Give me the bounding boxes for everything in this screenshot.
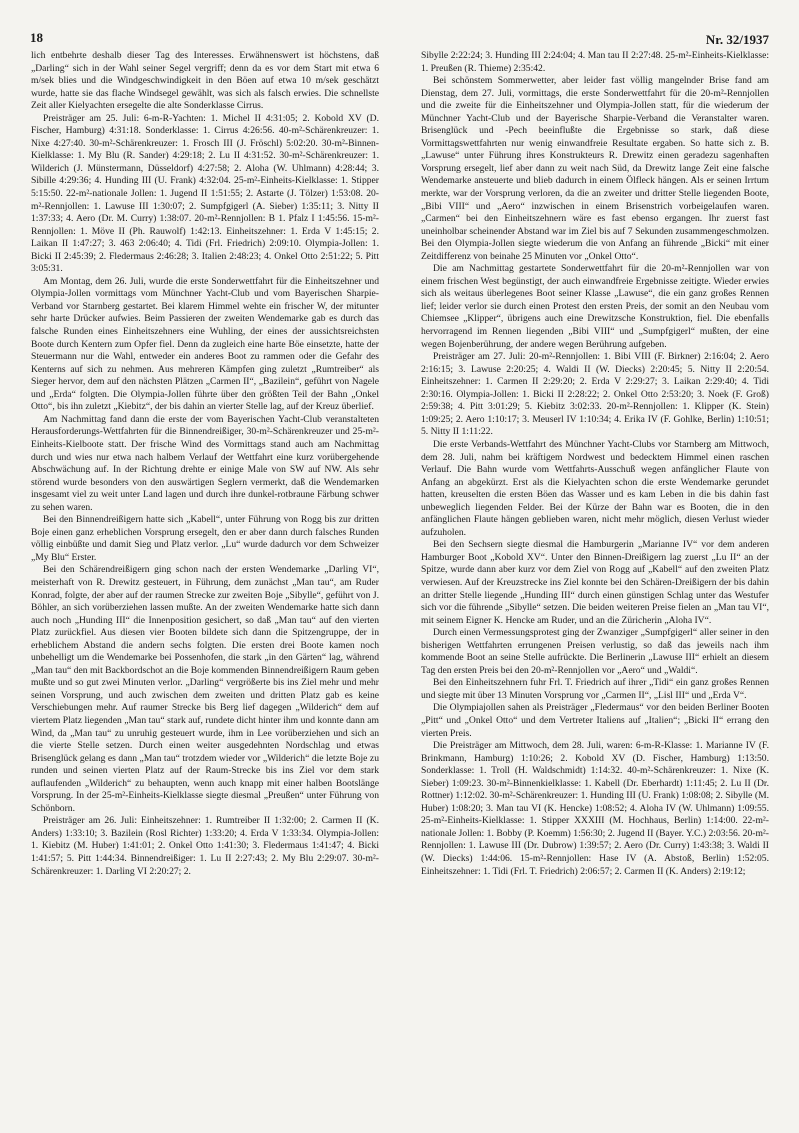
paragraph: Preisträger am 26. Juli: Einheitszehner: 1. Rumtreiber II 1:32:00; 2. Carmen II (K. Anders) 1:33:10; 3. Bazilein (Rosl Richter) 1:33:20; 4. Erda V 1:33:34. Olympia-Jollen: 1. Kiebitz (M. Huber) 1:41:01; 2. Onkel Otto 1:41:30; 3. Fledermaus 1:41:47; 4. Bicki 1:41:57; 5. Pitt 1:44:34. Binnendreißiger: 1. Lu II 2:27:43; 2. My Blu 2:29:07. 30-m²-Schärenkreuzer: 1. Darling VI 2:20:27; 2. [31, 815, 379, 877]
paragraph: Die am Nachmittag gestartete Sonderwettfahrt für die 20-m²-Rennjollen war von einem frischen West begünstigt, der auch einwandfreie Ergebnisse zeitigte. Wieder erwies sich als weitaus überlegenes Boot seiner Klasse „Lawuse“, die ein ganz großes Rennen lief; leider verlor sie durch einen Protest den ersten Preis, der somit an den Neubau vom Chiemsee „Klipper“, übrigens auch eine Drewitzsche Konstruktion, fiel. Die ebenfalls hervorragend im Rennen liegenden „Bibi VIII“ und „Sumpfgigerl“ mußten, der eine wegen Bojenberührung, der andere wegen Berührung aufgeben. [421, 263, 769, 350]
paragraph: Durch einen Vermessungsprotest ging der Zwanziger „Sumpfgigerl“ aller seiner in den bisherigen Wettfahrten errungenen Preisen verlustig, so daß das jeweils nach ihm kommende Boot an seine Stelle aufrückte. Die Berlinerin „Lawuse III“ erhielt an diesem Tag den ersten Preis bei den 20-m²-Rennjollen vor „Aero“ und „Waldi“. [421, 627, 769, 676]
right-column [421, 50, 769, 1112]
paragraph: Am Montag, dem 26. Juli, wurde die erste Sonderwettfahrt für die Einheitszehner und Olympia-Jollen vormittags vom Münchner Yacht-Club und vom Bayerischen Sharpie-Verband vor Starnberg gestartet. Bei klarem Himmel wehte ein frischer W, der mitunter sehr harte Drücker aufwies. Beim Passieren der zweiten Wendemarke gab es durch das falsche Runden eines Einheitszehners eine Wuhling, der eines der aussichtsreichsten Boote durch Kentern zum Opfer fiel. Denn da zugleich eine harte Böe einsetzte, hatte der Steuermann nur die Wahl, entweder ein anderes Boot zu rammen oder die Gefahr des Kenterns auf sich zu nehmen. Aus mehreren Kämpfen ging zuletzt „Rumtreiber“ als Sieger hervor, dem auf den nächsten Plätzen „Carmen II“, „Bazilein“, geführt von Nagele und „Erda“ folgten. Die Olympia-Jollen führte über den größten Teil der Bahn „Onkel Otto“, bis ihn zuletzt „Kiebitz“, der bis dahin an vierter Stelle lag, auf der Kreuz überlief. [31, 275, 379, 413]
paragraph: Preisträger am 25. Juli: 6-m-R-Yachten: 1. Michel II 4:31:05; 2. Kobold XV (D. Fischer, Hamburg) 4:31:18. Sonderklasse: 1. Cirrus 4:26:56. 40-m²-Schärenkreuzer: 1. Nixe 4:27:40. 30-m²-Schärenkreuzer: 1. Frosch III (J. Fröschl) 5:02:20. 30-m²-Binnen-Kielklasse: 1. My Blu (R. Sander) 4:29:18; 2. Lu II 4:31:52. 30-m²-Schärenkreuzer: 1. Wilderich (J. Münstermann, Düsseldorf) 4:27:58; 2. Aloha (W. Uhlmann) 4:28:44; 3. Sibille 4:29:36; 4. Hunding III (U. Frank) 4:32:04. 25-m²-Einheits-Kielklasse: 1. Stipper 5:15:50. 22-m²-nationale Jollen: 1. Jugend II 1:51:55; 2. Astarte (J. Tölzer) 1:53:08. 20-m²-Rennjollen: 1. Lawuse III 1:30:07; 2. Sumpfgigerl (A. Sieber) 1:35:11; 3. Nitty II 1:37:33; 4. Aero (Dr. M. Curry) 1:38:07. 20-m²-Rennjollen: B 1. Pfalz I 1:45:56. 15-m²-Rennjollen: 1. Möve II (Ph. Rauwolf) 1:42:13. Einheitszehner: 1. Erda V 1:45:15; 2. Laikan II 1:47:27; 3. 463 2:06:40; 4. Tidi (Frl. Friedrich) 2:09:10. Olympia-Jollen: 1. Bicki II 2:45:39; 2. Fledermaus 2:46:28; 3. Italien 2:48:23; 4. Onkel Otto 2:51:22; 5. Pitt 3:05:31. [31, 112, 379, 275]
paragraph: Preisträger am 27. Juli: 20-m²-Rennjollen: 1. Bibi VIII (F. Birkner) 2:16:04; 2. Aero 2:16:15; 3. Lawuse 2:20:25; 4. Waldi II (W. Diecks) 2:20:45; 5. Nitty II 2:20:54. Einheitszehner: 1. Carmen II 2:29:20; 2. Erda V 2:29:27; 3. Laikan 2:29:40; 4. Tidi 2:30:16. Olympia-Jollen: 1. Bicki II 2:28:22; 2. Onkel Otto 2:53:20; 3. Noek (F. Groß) 2:59:38; 4. Pitt 3:01:29; 5. Kiebitz 3:02:33. 20-m²-Rennjollen: 1. Klipper (K. Stein) 1:09:25; 2. Aero 1:10:17; 3. Meuserl IV 1:10:34; 4. Erika IV (F. Gohlke, Berlin) 1:10:51; 5. Nitty II 1:11:22. [421, 351, 769, 438]
paragraph: Bei den Einheitszehnern fuhr Frl. T. Friedrich auf ihrer „Tidi“ ein ganz großes Rennen und siegte mit über 13 Minuten Vorsprung vor „Carmen II“, „Lisl III“ und „Erda V“. [421, 677, 769, 701]
paragraph: Bei den Sechsern siegte diesmal die Hamburgerin „Marianne IV“ vor dem anderen Hamburger Boot „Kobold XV“. Unter den Binnen-Dreißigern lag zuerst „Lu II“ an der Spitze, wurde dann aber kurz vor dem Ziel von Rogg auf „Kabell“ auf den zweiten Platz verwiesen. Auf der Kreuzstrecke ins Ziel konnte bei den Schären-Dreißigern der bis dahin an dritter Stelle liegende „Hunding III“ durch einen günstigen Schlag unter das Westufer sich vor die führende „Sibylle“ setzen. Die beiden weiteren Preise fielen an „Man tau VI“, mit seinem Eigner K. Hencke am Ruder, und an die Züricherin „Aloha IV“. [421, 539, 769, 626]
paragraph: Bei den Binnendreißigern hatte sich „Kabell“, unter Führung von Rogg bis zur dritten Boje einen ganz erheblichen Vorsprung ersegelt, den er aber dann durch falsches Runden völlig einbüßte und damit Sieg und Platz verlor. „Lu“ wurde dadurch vor dem Schweizer „My Blu“ Erster. [31, 514, 379, 563]
paragraph: Die Olympiajollen sahen als Preisträger „Fledermaus“ vor den beiden Berliner Booten „Pitt“ und „Onkel Otto“ und dem Vertreter Italiens auf „Italien“; „Bicki II“ errang den vierten Preis. [421, 702, 769, 739]
paragraph: Bei schönstem Sommerwetter, aber leider fast völlig mangelnder Brise fand am Dienstag, dem 27. Juli, vormittags, die erste Sonderwettfahrt für die 20-m²-Rennjollen und die zweite für die Einheitszehner und Olympia-Jollen statt, für die wiederum der Münchner Yacht-Club und der Bayerische Sharpie-Verband die Veranstalter waren. Brisenglück und -Pech beeinflußte die Ergebnisse so stark, daß diese Vormittagswettfahrten nur wenig einwandfreie Resultate ergaben. So hatte sich z. B. „Lawuse“ unter Führung ihres Konstrukteurs R. Drewitz einen geradezu sagenhaften Vorsprung ersegelt, lief aber dann zu weit nach Süd, da Drewitz lange Zeit eine falsche Wendemarke ansteuerte und blieb dadurch in einem Ölfleck hängen. Als er seinen Irrtum merkte, war der Vorsprung verloren, da die an zweiter und dritter Stelle liegenden Boote, „Bibi VIII“ und „Aero“ inzwischen in einem Brisenstrich vorbeigelaufen waren. „Carmen“ bei den Einheitszehnern wäre es fast ebenso ergangen. Ihr zuerst fast uneinholbar scheinender Abstand war im Ziel bis auf 7 Sekunden zusammengeschmolzen. Bei den Olympia-Jollen siegte wiederum die von Anfang an führende „Bicki“ mit einer Zeitdifferenz von beinahe 25 Minuten vor „Onkel Otto“. [421, 75, 769, 262]
paragraph: Sibylle 2:22:24; 3. Hunding III 2:24:04; 4. Man tau II 2:27:48. 25-m²-Einheits-Kielklasse: 1. Preußen (R. Thieme) 2:35:42. [421, 50, 769, 74]
left-column [31, 50, 379, 1112]
issue-number: Nr. 32/1937 [705, 32, 769, 47]
paragraph: Die erste Verbands-Wettfahrt des Münchner Yacht-Clubs vor Starnberg am Mittwoch, dem 28. Juli, nahm bei kräftigem Nordwest und bedecktem Himmel einen raschen Verlauf. Die Bahn wurde vom Wettfahrts-Ausschuß wegen anfänglicher Flaute von Anfang an abgekürzt. Erst als die Kielyachten schon die erste Wendemarke gerundet hatten, kreuselten die ersten Böen das Wasser und es kam Leben in die bis dahin fast unbeweglich liegenden Felder. Bei der Kürze der Bahn war es Booten, die in den anfänglichen Flaute hängen geblieben waren, nicht mehr möglich, diesen Verlust wieder aufzuholen. [421, 438, 769, 538]
paragraph: Die Preisträger am Mittwoch, dem 28. Juli, waren: 6-m-R-Klasse: 1. Marianne IV (F. Brinkmann, Hamburg) 1:10:26; 2. Kobold XV (D. Fischer, Hamburg) 1:13:50. Sonderklasse: 1. Troll (H. Waldschmidt) 1:14:32. 40-m²-Schärenkreuzer: 1. Nixe (K. Sieber) 1:09:23. 30-m²-Binnenkielklasse: 1. Kabell (Dr. Eberhardt) 1:11:45; 2. Lu II (Dr. Rottner) 1:12:02. 30-m²-Schärenkreuzer: 1. Hunding III (U. Frank) 1:08:08; 2. Sibylle (M. Huber) 1:08:20; 3. Man tau VI (K. Hencke) 1:08:52; 4. Aloha IV (W. Uhlmann) 1:09:55. 25-m²-Einheits-Kielklasse: 1. Stipper XXXIII (M. Hochhaus, Berlin) 1:14:00. 22-m²-nationale Jollen: 1. Bobby (P. Koemm) 1:56:30; 2. Jugend II (Bayer. Y.C.) 2:03:56. 20-m²-Rennjollen: 1. Lawuse III (Dr. Dubrow) 1:39:57; 2. Aero (Dr. Curry) 1:43:38; 3. Waldi II (W. Diecks) 1:44:06. 15-m²-Rennjollen: Hase IV (A. Abstoß, Berlin) 1:52:05. Einheitszehner: 1. Tidi (Frl. T. Friedrich) 2:06:57; 2. Carmen II (K. Anders) 2:19:12; [421, 740, 769, 877]
paragraph: Bei den Schärendreißigern ging schon nach der ersten Wendemarke „Darling VI“, meisterhaft von R. Drewitz gesteuert, in Führung, dem zunächst „Man tau“, am Ruder Konrad, folgte, der aber auf der raumen Strecke zur zweiten Boje „Sibylle“, geführt von J. Böhler, an sich vorüberziehen lassen mußte. An der zweiten Wendemarke hatte sich dann auch noch „Hunding III“ die Innenposition gesichert, so daß „Man tau“ auf den vierten Platz zurückfiel. Aus diesen vier Booten bildete sich dann die Spitzengruppe, der in erheblichem Abstand die andern sechs folgten. Die ersten drei Boote kamen noch unbehelligt um die Wendemarke bei Possenhofen, die stark „in den Gärten“ lag, während „Man tau“ den mit Backbordschot an die Boje kommenden Binnendreißigern Raum geben mußte und so gut zwei Minuten verlor. „Darling“ vergrößerte bis ins Ziel mehr und mehr seinen Vorsprung, und auch zwischen dem zweiten und dritten Platz gab es keine Verschiebungen mehr. Auf raumer Strecke bis Berg lief dagegen „Wilderich“ dem auf viertem Platz liegenden „Man tau“ stark auf, rundete dicht hinter ihm und konnte dann am Wind, da „Man tau“ zu unruhig gesteuert wurde, ihm in Lee vorüberziehen und sich an die vierte Stelle setzen. Durch einen weiter ausgedehnten Nordschlag und etwas Brisenglück gelang es dann „Man tau“ trotzdem wieder vor „Wilderich“ die letzte Boje zu runden und seinen vierten Platz auf der Raum-Strecke bis ins Ziel vor dem stark auflaufenden „Wilderich“ zu behaupten, wenn auch knapp mit einer halben Bootslänge Vorsprung. In der 25-m²-Einheits-Kielklasse siegte diesmal „Preußen“ unter Führung von Schönborn. [31, 564, 379, 814]
paragraph: lich entbehrte deshalb dieser Tag des Interesses. Erwähnenswert ist höchstens, daß „Darling“ sich in der Wahl seiner Segel vergriff; denn da es vor dem Start mit etwa 6 m/sek blies und die Windgeschwindigkeit in den Böen auf etwa 10 m/sek geschätzt wurde, hatte sie das flache Windsegel gewählt, was sich als falsch erwies. Die schnellste Zeit aller Kielyachten ersegelte die alte Sonderklasse Cirrus. [31, 50, 379, 112]
page-number: 18 [30, 30, 43, 45]
paragraph: Am Nachmittag fand dann die erste der vom Bayerischen Yacht-Club veranstalteten Herausforderungs-Wettfahrten für die Binnendreißiger, 30-m²-Schärenkreuzer und 25-m²-Einheits-Kielboote statt. Der frische Wind des Vormittags stand auch am Nachmittag durch und wies nur etwa nach halbem Verlauf der Wettfahrt eine kurz vorübergehende Abschwächung auf. In der Richtung drehte er einige Male von SW auf NW. Als sehr störend wurde besonders von den auswärtigen Seglern vermerkt, daß die Wendemarken insgesamt viel zu weit unter Land lagen und durch ihre dunkel-rotbraune Färbung schwer zu sehen waren. [31, 413, 379, 513]
